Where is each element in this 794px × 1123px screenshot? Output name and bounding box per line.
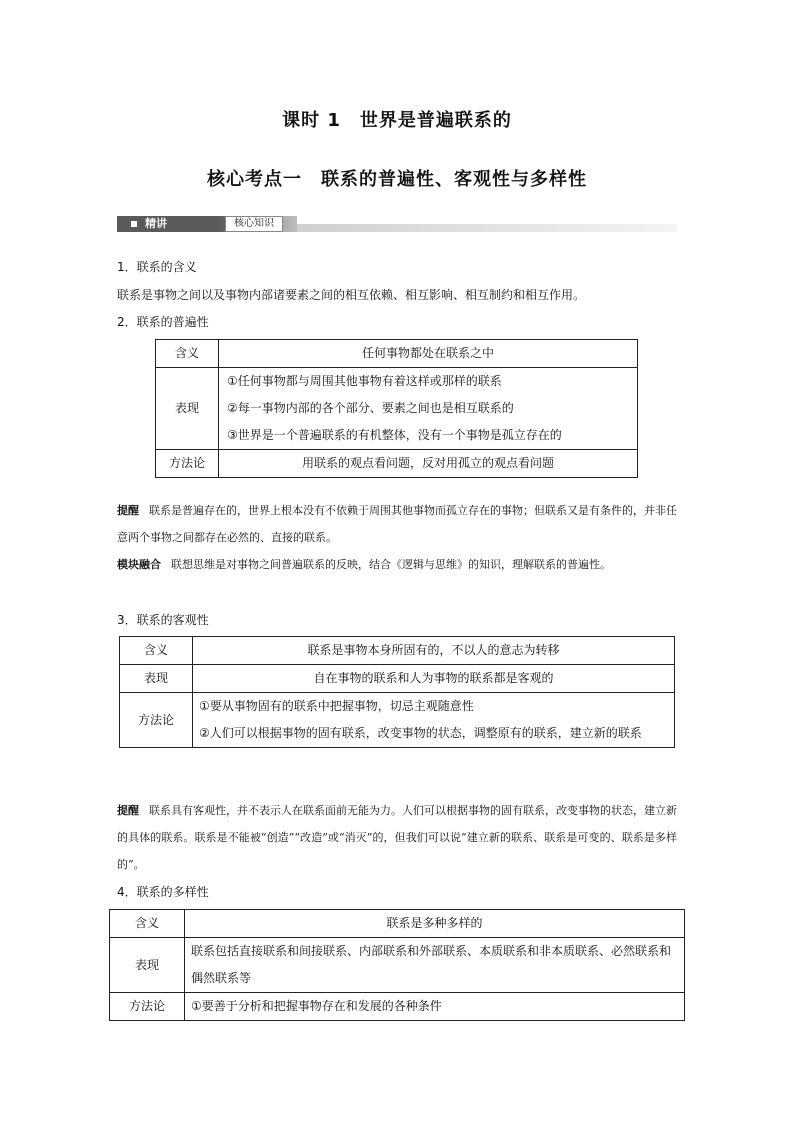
manifestation-2: ②每一事物内部的各个部分、要素之间也是相互联系的 — [227, 401, 514, 415]
method-1: ①要从事物固有的联系中把握事物，切忌主观随意性 — [199, 699, 474, 713]
row-value: 联系是多种多样的 — [185, 910, 685, 938]
note-text: 联系具有客观性，并不表示人在联系面前无能为力。人们可以根据事物的固有联系，改变事物的状态，建立新的具体的联系。联系是不能被“创造”“改造”或“消灭”的，但我们可以说“建立新的联系、联系是可变的、联系是多样的”。 — [117, 804, 677, 871]
row-key: 含义 — [110, 910, 185, 938]
table-row — [110, 993, 685, 1021]
table-row — [120, 637, 675, 665]
reminder-note-1 — [117, 497, 677, 551]
objectivity-table — [119, 636, 675, 748]
row-key: 方法论 — [110, 993, 185, 1021]
lesson-title: 课时 1 世界是普遍联系的 — [282, 110, 512, 131]
row-value: 用联系的观点看问题，反对用孤立的观点看问题 — [219, 450, 638, 478]
row-value: 自在事物的联系和人为事物的联系都是客观的 — [193, 665, 675, 693]
diversity-table — [109, 909, 685, 1021]
row-value: ①要善于分析和把握事物存在和发展的各种条件 — [185, 993, 685, 1021]
row-key: 含义 — [120, 637, 193, 665]
row-key: 表现 — [120, 665, 193, 693]
reminder-note-2 — [117, 797, 677, 878]
table-row — [120, 693, 675, 748]
table-row — [156, 368, 638, 450]
row-key: 方法论 — [156, 450, 219, 478]
row-value — [193, 693, 675, 748]
note-label: 提醒 — [117, 504, 139, 517]
row-value — [219, 368, 638, 450]
banner-tag: 核心知识 — [225, 216, 283, 232]
section-title: 核心考点一 联系的普遍性、客观性与多样性 — [207, 169, 587, 190]
module-fusion-note — [117, 551, 677, 578]
banner-fade — [292, 224, 677, 232]
row-key: 表现 — [156, 368, 219, 450]
definition-text: 联系是事物之间以及事物内部诸要素之间的相互依赖、相互影响、相互制约和相互作用。 — [117, 288, 586, 302]
note-label: 提醒 — [117, 804, 139, 817]
note-label: 模块融合 — [117, 558, 161, 571]
method-2: ②人们可以根据事物的固有联系，改变事物的状态，调整原有的联系，建立新的联系 — [199, 726, 642, 740]
row-key: 表现 — [110, 938, 185, 993]
heading-2: 2．联系的普遍性 — [117, 315, 209, 329]
note-text: 联想思维是对事物之间普遍联系的反映，结合《逻辑与思维》的知识，理解联系的普遍性。 — [171, 558, 611, 571]
table-row — [110, 938, 685, 993]
section-banner — [117, 216, 677, 236]
note-text: 联系是普遍存在的，世界上根本没有不依赖于周围其他事物而孤立存在的事物；但联系又是有条件的，并非任意两个事物之间都存在必然的、直接的联系。 — [117, 504, 677, 544]
row-value: 联系是事物本身所固有的，不以人的意志为转移 — [193, 637, 675, 665]
row-key: 含义 — [156, 340, 219, 368]
table-row — [120, 665, 675, 693]
row-value: 任何事物都处在联系之中 — [219, 340, 638, 368]
heading-3: 3．联系的客观性 — [117, 613, 209, 627]
square-bullet-icon — [131, 221, 137, 227]
universality-table — [155, 339, 638, 478]
manifestation-1: ①任何事物都与周围其他事物有着这样或那样的联系 — [227, 374, 502, 388]
banner-label: 精讲 — [145, 217, 167, 230]
manifestation-3: ③世界是一个普遍联系的有机整体，没有一个事物是孤立存在的 — [227, 428, 562, 442]
row-value: 联系包括直接联系和间接联系、内部联系和外部联系、本质联系和非本质联系、必然联系和偶然联系等 — [185, 938, 685, 993]
table-row — [156, 450, 638, 478]
heading-4: 4．联系的多样性 — [117, 885, 209, 899]
table-row — [156, 340, 638, 368]
heading-1: 1．联系的含义 — [117, 260, 197, 274]
table-row — [110, 910, 685, 938]
row-key: 方法论 — [120, 693, 193, 748]
